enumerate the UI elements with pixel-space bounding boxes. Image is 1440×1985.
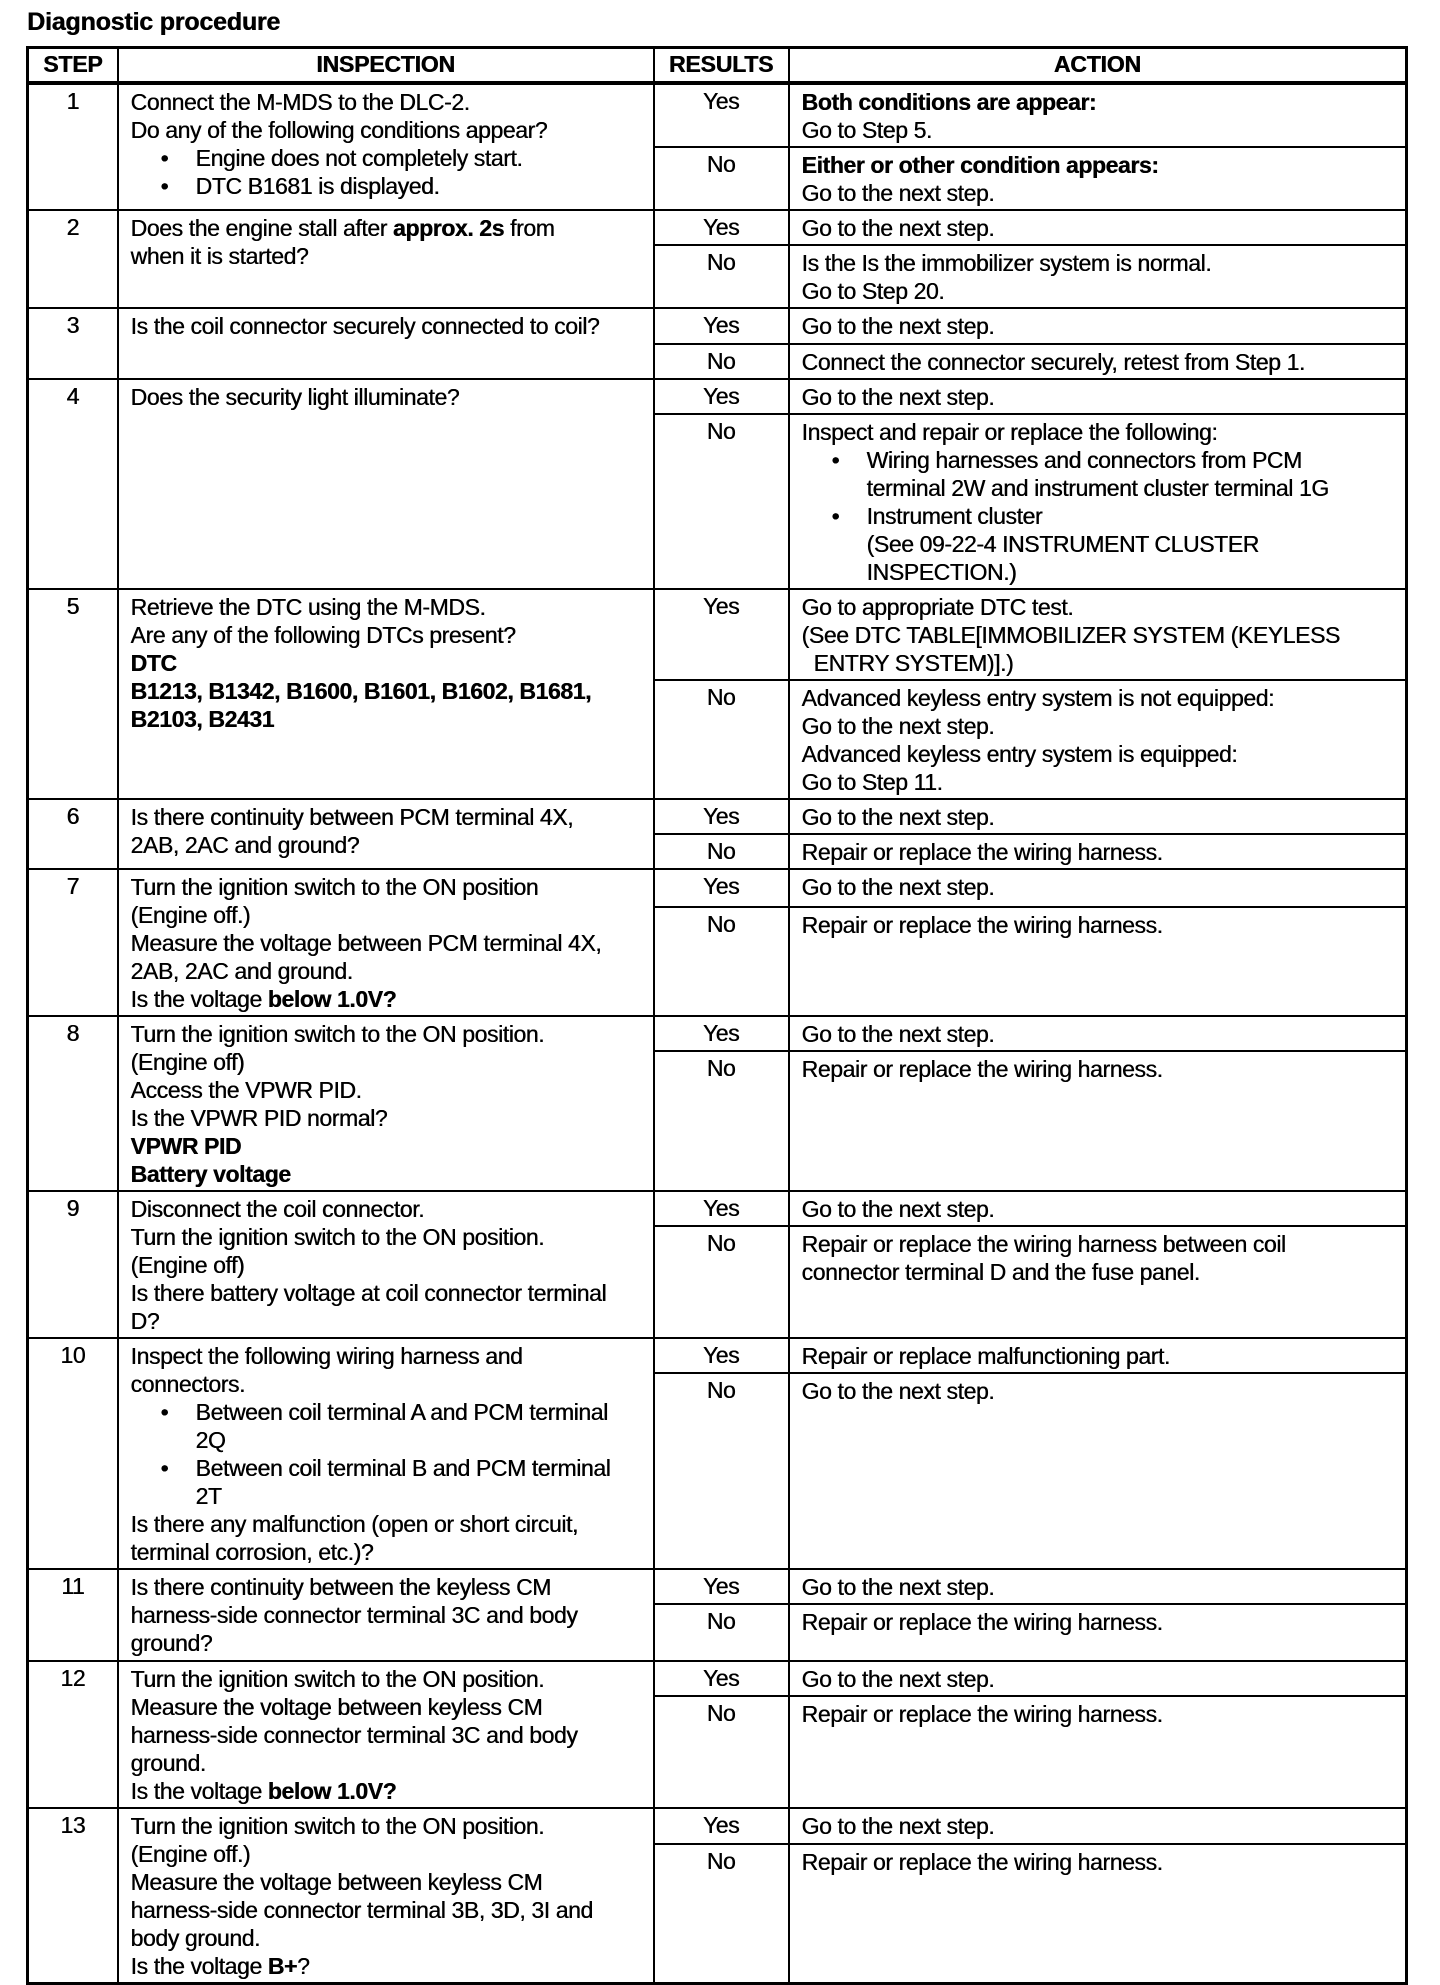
- result-cell: Yes: [654, 869, 789, 907]
- text-line: Inspect the following wiring harness and: [130, 1342, 523, 1369]
- text-line: Is the Is the immobilizer system is normal.: [801, 249, 1212, 276]
- text-line: ground.: [130, 1749, 206, 1776]
- action-cell: [789, 210, 1407, 245]
- bullet-line: • Between coil terminal B and PCM terminal: [160, 1454, 611, 1481]
- table-row: [28, 83, 1407, 147]
- action-cell: [789, 1191, 1407, 1226]
- text-line: Do any of the following conditions appear?: [130, 116, 548, 143]
- table-row: [28, 1808, 1407, 1844]
- table-row: [28, 210, 1407, 245]
- action-cell: [789, 245, 1407, 308]
- step-cell: 12: [28, 1661, 118, 1808]
- text-line: Advanced keyless entry system is equipped:: [801, 740, 1238, 767]
- text-line: (See 09-22-4 INSTRUMENT CLUSTER: [866, 530, 1259, 557]
- action-cell: [789, 1373, 1407, 1568]
- result-cell: No: [654, 680, 789, 799]
- text-line: Either or other condition appears:: [801, 151, 1159, 178]
- bullet-line: • Between coil terminal A and PCM terminal: [160, 1398, 608, 1425]
- page-title: Diagnostic procedure: [27, 8, 280, 36]
- result-cell: No: [654, 245, 789, 308]
- action-cell: [789, 414, 1407, 589]
- text-line: Go to the next step.: [801, 179, 995, 206]
- bullet-line: • Engine does not completely start.: [160, 144, 523, 171]
- text-line: Measure the voltage between keyless CM: [130, 1868, 543, 1895]
- table-row: [28, 1016, 1407, 1052]
- diagnostic-table-body: [28, 83, 1407, 1984]
- text-line: Go to appropriate DTC test.: [801, 593, 1074, 620]
- bullet-icon: •: [831, 502, 840, 529]
- bullet-icon: •: [831, 446, 840, 473]
- table-row: [28, 799, 1407, 834]
- text-line: Repair or replace the wiring harness.: [801, 911, 1163, 938]
- column-header-action: ACTION: [789, 48, 1407, 83]
- result-cell: Yes: [654, 1661, 789, 1697]
- text-line: ground?: [130, 1629, 213, 1656]
- inspection-cell: [118, 799, 654, 869]
- text-line: Connect the connector securely, retest from Step 1.: [801, 348, 1305, 375]
- header-row: [28, 48, 1407, 83]
- text-line: ENTRY SYSTEM)].): [813, 649, 1014, 676]
- action-cell: [789, 344, 1407, 379]
- result-cell: No: [654, 1051, 789, 1190]
- text-line: Access the VPWR PID.: [130, 1076, 362, 1103]
- table-row: [28, 1569, 1407, 1604]
- result-cell: Yes: [654, 589, 789, 680]
- text-line: terminal corrosion, etc.)?: [130, 1538, 374, 1565]
- action-cell: [789, 1696, 1407, 1807]
- text-line: harness-side connector terminal 3C and body: [130, 1601, 578, 1628]
- text-line: Inspect and repair or replace the following:: [801, 418, 1218, 445]
- text-line: Turn the ignition switch to the ON position.: [130, 1020, 545, 1047]
- bullet-icon: •: [160, 1454, 169, 1481]
- result-cell: No: [654, 1373, 789, 1568]
- text-line: Repair or replace malfunctioning part.: [801, 1342, 1170, 1369]
- action-cell: [789, 83, 1407, 147]
- result-cell: Yes: [654, 1338, 789, 1374]
- text-line: Go to the next step.: [801, 383, 995, 410]
- text-line: Turn the ignition switch to the ON position.: [130, 1223, 545, 1250]
- action-cell: [789, 907, 1407, 1016]
- step-cell: 1: [28, 83, 118, 210]
- text-line: Are any of the following DTCs present?: [130, 621, 516, 648]
- text-line: (See DTC TABLE[IMMOBILIZER SYSTEM (KEYLESS: [801, 621, 1340, 648]
- text-line: Go to Step 11.: [801, 768, 943, 795]
- step-cell: 3: [28, 308, 118, 379]
- text-line: Repair or replace the wiring harness between coil: [801, 1230, 1286, 1257]
- inspection-cell: [118, 1191, 654, 1338]
- action-cell: [789, 799, 1407, 834]
- table-row: [28, 1191, 1407, 1226]
- text-line: connector terminal D and the fuse panel.: [801, 1258, 1200, 1285]
- inspection-cell: [118, 1661, 654, 1808]
- column-header-inspection: INSPECTION: [118, 48, 654, 83]
- result-cell: No: [654, 1844, 789, 1983]
- action-cell: [789, 1016, 1407, 1052]
- text-line: Is there battery voltage at coil connector terminal: [130, 1279, 607, 1306]
- text-line: Go to the next step.: [801, 873, 995, 900]
- step-cell: 11: [28, 1569, 118, 1661]
- step-cell: 6: [28, 799, 118, 869]
- text-line: Repair or replace the wiring harness.: [801, 1701, 1163, 1728]
- table-row: [28, 589, 1407, 680]
- text-line: Is there continuity between the keyless CM: [130, 1573, 551, 1600]
- text-line: Battery voltage: [130, 1160, 291, 1187]
- inspection-cell: [118, 210, 654, 308]
- step-cell: 4: [28, 379, 118, 589]
- bullet-icon: •: [160, 172, 169, 199]
- step-cell: 10: [28, 1338, 118, 1569]
- result-cell: Yes: [654, 1016, 789, 1052]
- text-line: Turn the ignition switch to the ON position: [130, 873, 539, 900]
- result-cell: Yes: [654, 210, 789, 245]
- bullet-line: • Wiring harnesses and connectors from PCM: [831, 446, 1302, 473]
- action-cell: [789, 1808, 1407, 1844]
- action-cell: [789, 1661, 1407, 1697]
- text-line: Both conditions are appear:: [801, 88, 1097, 115]
- text-line: harness-side connector terminal 3B, 3D, 3I and: [130, 1896, 593, 1923]
- text-line: VPWR PID: [130, 1132, 242, 1159]
- text-line: Is the VPWR PID normal?: [130, 1104, 388, 1131]
- step-cell: 7: [28, 869, 118, 1016]
- bullet-line: • Instrument cluster: [831, 502, 1043, 529]
- text-line: body ground.: [130, 1924, 260, 1951]
- text-line: Retrieve the DTC using the M-MDS.: [130, 593, 486, 620]
- action-cell: [789, 1338, 1407, 1374]
- text-line: Turn the ignition switch to the ON position.: [130, 1812, 545, 1839]
- text-line: Go to the next step.: [801, 1020, 995, 1047]
- action-cell: [789, 1226, 1407, 1338]
- text-line: Repair or replace the wiring harness.: [801, 1848, 1163, 1875]
- text-line: Measure the voltage between PCM terminal 4X,: [130, 929, 602, 956]
- text-line: terminal 2W and instrument cluster terminal 1G: [866, 474, 1329, 501]
- table-row: [28, 308, 1407, 344]
- inspection-cell: [118, 83, 654, 210]
- text-line: Go to the next step.: [801, 1195, 995, 1222]
- text-line: Does the engine stall after approx. 2s from: [130, 214, 555, 241]
- bullet-line: • DTC B1681 is displayed.: [160, 172, 440, 199]
- action-cell: [789, 1844, 1407, 1983]
- text-line: (Engine off.): [130, 901, 251, 928]
- result-cell: No: [654, 147, 789, 210]
- result-cell: No: [654, 834, 789, 869]
- action-cell: [789, 379, 1407, 414]
- result-cell: Yes: [654, 83, 789, 147]
- text-line: Go to the next step.: [801, 1378, 995, 1405]
- text-line: Go to the next step.: [801, 803, 995, 830]
- text-line: Go to Step 5.: [801, 116, 932, 143]
- result-cell: No: [654, 344, 789, 379]
- text-line: Repair or replace the wiring harness.: [801, 1608, 1163, 1635]
- text-line: Does the security light illuminate?: [130, 383, 460, 410]
- text-line: Go to the next step.: [801, 712, 995, 739]
- action-cell: [789, 1569, 1407, 1604]
- inspection-cell: [118, 1808, 654, 1984]
- text-line: Is the voltage below 1.0V?: [130, 985, 397, 1012]
- text-line: Go to Step 20.: [801, 277, 945, 304]
- step-cell: 5: [28, 589, 118, 799]
- text-line: DTC: [130, 649, 177, 676]
- table-row: [28, 869, 1407, 907]
- text-line: Advanced keyless entry system is not equipped:: [801, 684, 1275, 711]
- text-line: Turn the ignition switch to the ON position.: [130, 1665, 545, 1692]
- action-cell: [789, 680, 1407, 799]
- bullet-icon: •: [160, 1398, 169, 1425]
- text-line: (Engine off): [130, 1251, 245, 1278]
- text-line: Go to the next step.: [801, 1812, 995, 1839]
- text-line: Disconnect the coil connector.: [130, 1195, 425, 1222]
- text-line: Go to the next step.: [801, 1573, 995, 1600]
- text-line: INSPECTION.): [866, 558, 1017, 585]
- step-cell: 9: [28, 1191, 118, 1338]
- text-line: 2T: [195, 1482, 222, 1509]
- inspection-cell: [118, 308, 654, 379]
- action-cell: [789, 147, 1407, 210]
- action-cell: [789, 1051, 1407, 1190]
- text-line: Go to the next step.: [801, 312, 995, 339]
- text-line: 2AB, 2AC and ground.: [130, 957, 353, 984]
- diagnostic-table: [26, 46, 1408, 1985]
- action-cell: [789, 1604, 1407, 1661]
- text-line: Is the coil connector securely connected to coil?: [130, 312, 600, 339]
- result-cell: No: [654, 414, 789, 589]
- text-line: Repair or replace the wiring harness.: [801, 1056, 1163, 1083]
- text-line: Is there any malfunction (open or short circuit,: [130, 1510, 578, 1537]
- step-cell: 2: [28, 210, 118, 308]
- text-line: 2AB, 2AC and ground?: [130, 831, 360, 858]
- result-cell: Yes: [654, 379, 789, 414]
- result-cell: Yes: [654, 1191, 789, 1226]
- column-header-results: RESULTS: [654, 48, 789, 83]
- bullet-icon: •: [160, 144, 169, 171]
- text-line: Go to the next step.: [801, 1665, 995, 1692]
- inspection-cell: [118, 1016, 654, 1191]
- result-cell: No: [654, 907, 789, 1016]
- text-line: D?: [130, 1307, 160, 1334]
- result-cell: Yes: [654, 1569, 789, 1604]
- text-line: Is the voltage B+?: [130, 1952, 310, 1979]
- text-line: Connect the M-MDS to the DLC-2.: [130, 88, 470, 115]
- result-cell: No: [654, 1226, 789, 1338]
- step-cell: 8: [28, 1016, 118, 1191]
- action-cell: [789, 834, 1407, 869]
- inspection-cell: [118, 379, 654, 589]
- text-line: Measure the voltage between keyless CM: [130, 1693, 543, 1720]
- text-line: harness-side connector terminal 3C and body: [130, 1721, 578, 1748]
- result-cell: Yes: [654, 799, 789, 834]
- step-cell: 13: [28, 1808, 118, 1984]
- text-line: Is the voltage below 1.0V?: [130, 1777, 397, 1804]
- inspection-cell: [118, 869, 654, 1016]
- text-line: Go to the next step.: [801, 214, 995, 241]
- text-line: (Engine off): [130, 1048, 245, 1075]
- action-cell: [789, 308, 1407, 344]
- text-line: when it is started?: [130, 242, 309, 269]
- result-cell: No: [654, 1696, 789, 1807]
- text-line: (Engine off.): [130, 1840, 251, 1867]
- text-line: connectors.: [130, 1370, 245, 1397]
- result-cell: Yes: [654, 1808, 789, 1844]
- table-row: [28, 379, 1407, 414]
- text-line: B1213, B1342, B1600, B1601, B1602, B1681,: [130, 677, 592, 704]
- inspection-cell: [118, 1338, 654, 1569]
- text-line: B2103, B2431: [130, 705, 275, 732]
- table-row: [28, 1338, 1407, 1374]
- inspection-cell: [118, 589, 654, 799]
- action-cell: [789, 869, 1407, 907]
- result-cell: No: [654, 1604, 789, 1661]
- column-header-step: STEP: [28, 48, 118, 83]
- result-cell: Yes: [654, 308, 789, 344]
- text-line: 2Q: [195, 1426, 226, 1453]
- inspection-cell: [118, 1569, 654, 1661]
- table-row: [28, 1661, 1407, 1697]
- text-line: Repair or replace the wiring harness.: [801, 838, 1163, 865]
- action-cell: [789, 589, 1407, 680]
- text-line: Is there continuity between PCM terminal 4X,: [130, 803, 574, 830]
